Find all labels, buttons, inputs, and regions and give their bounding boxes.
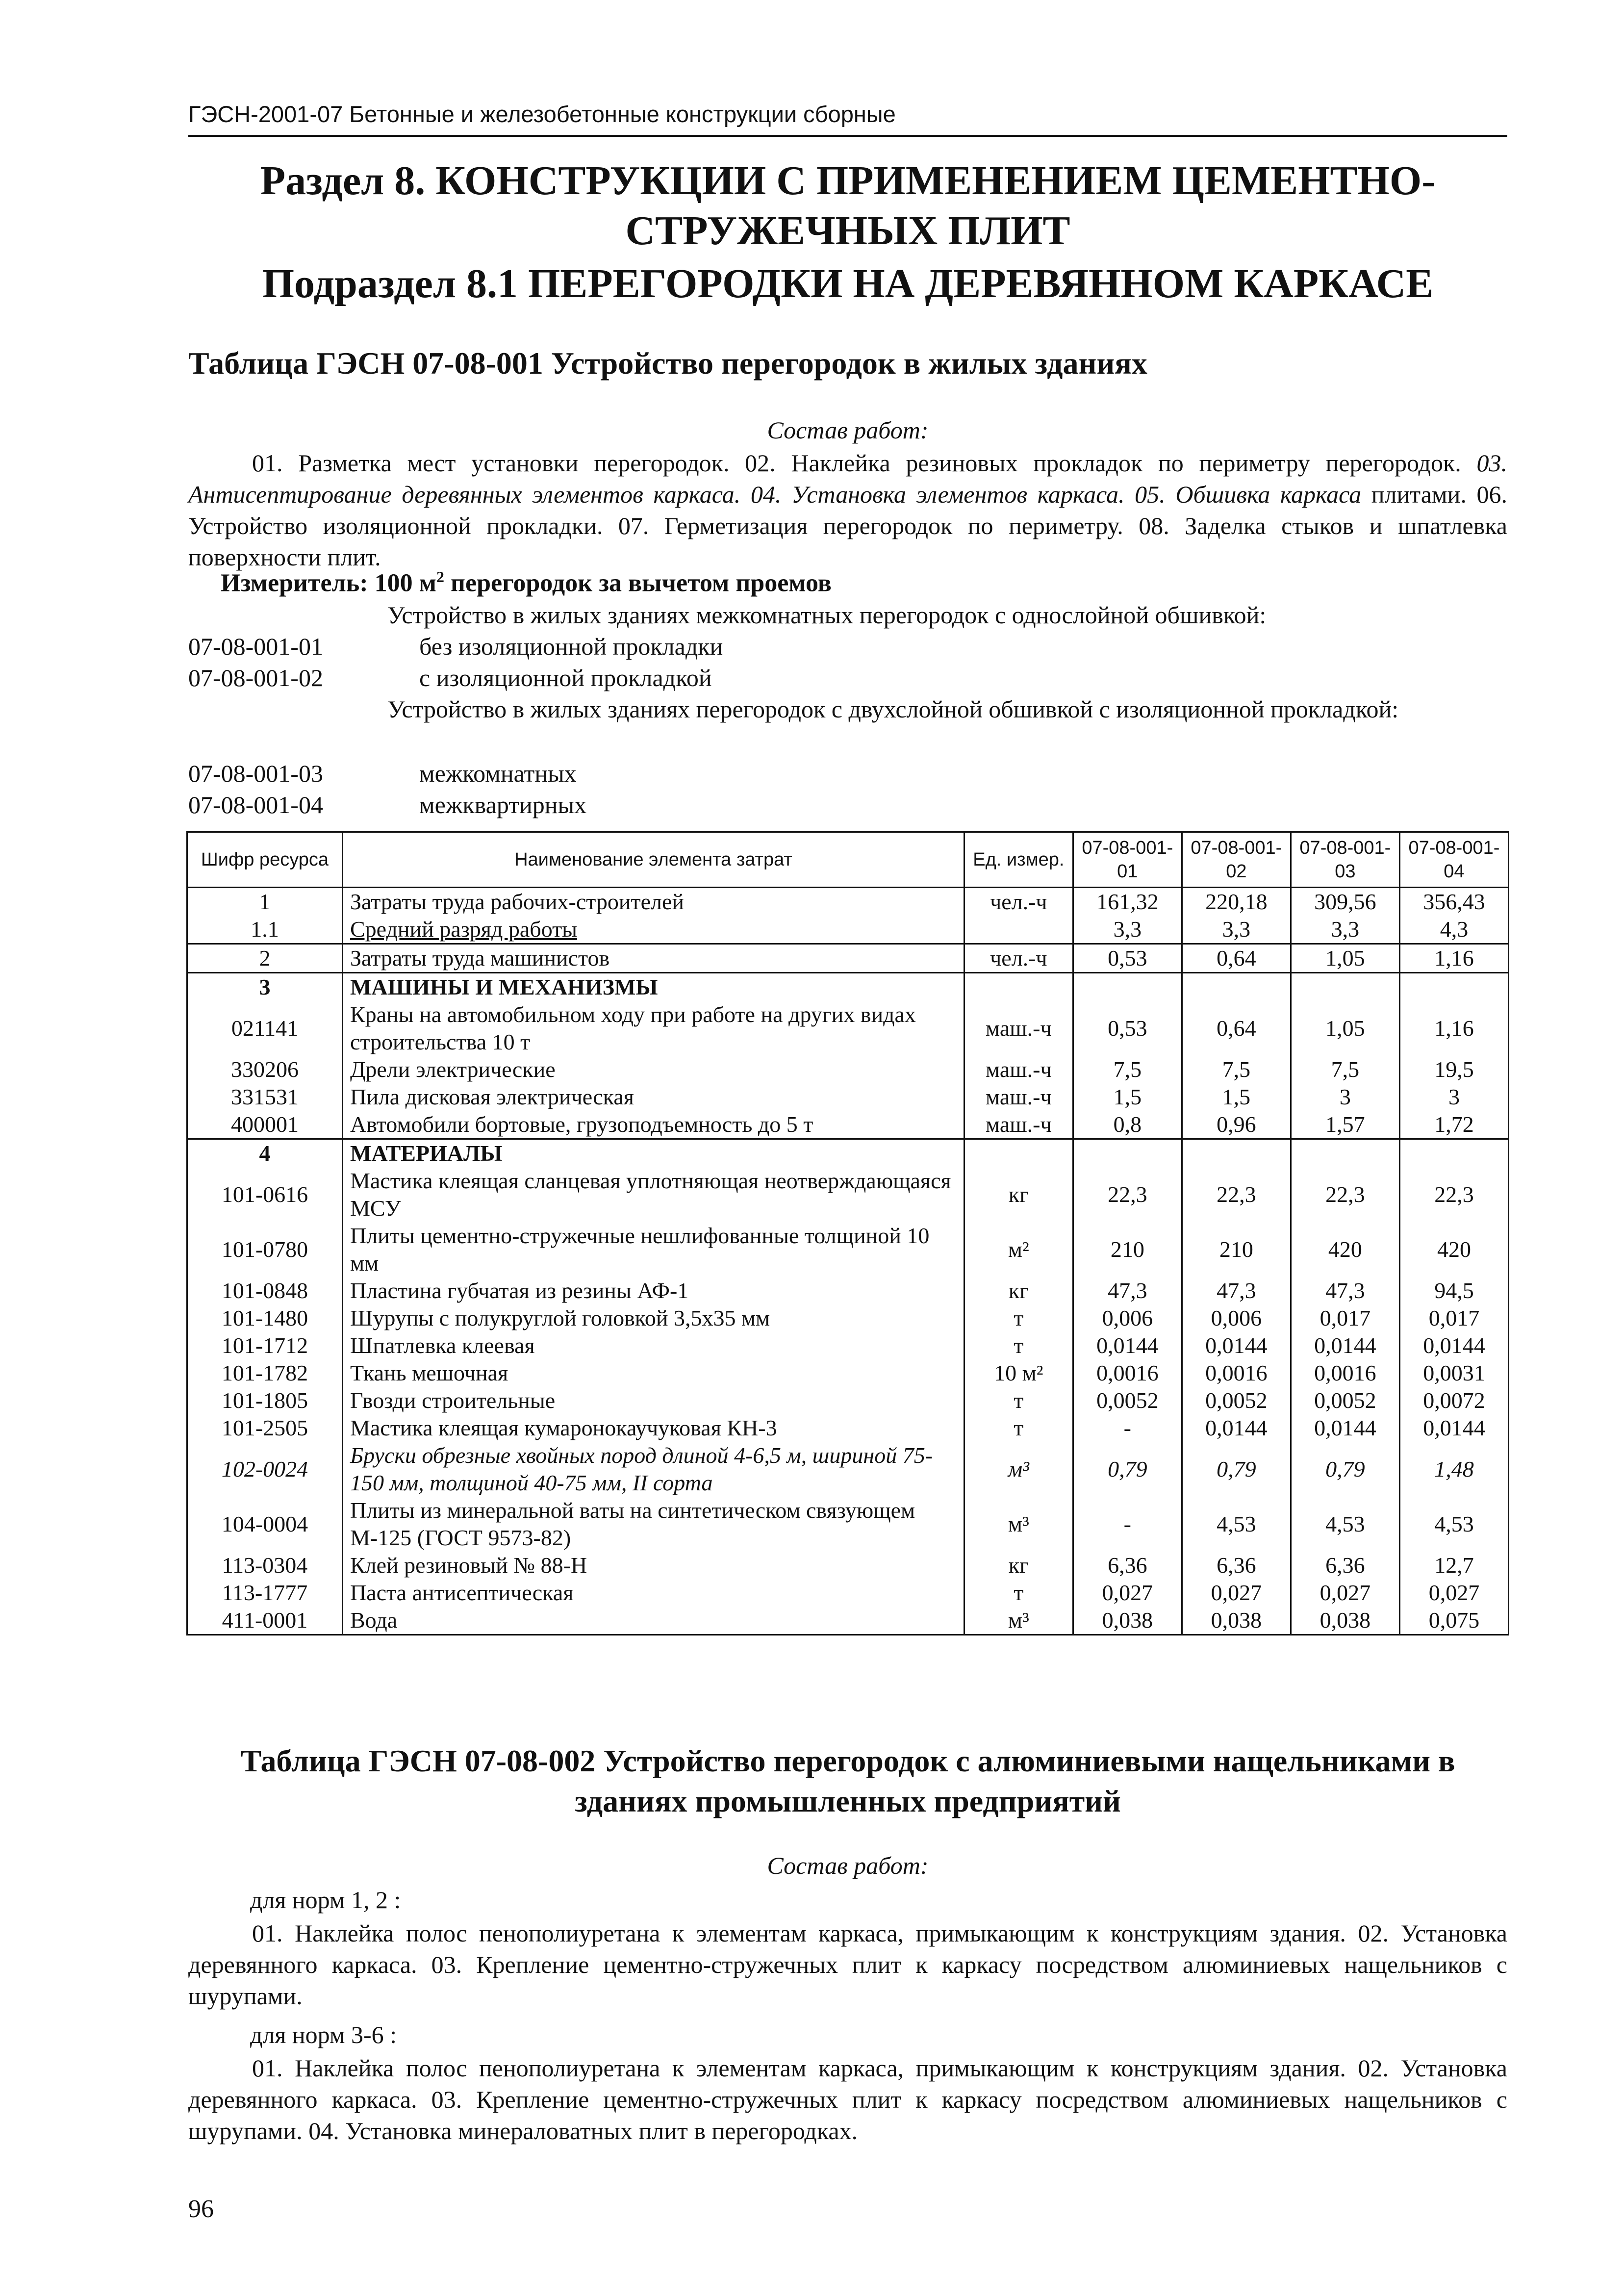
cell-resource-code: 4 xyxy=(187,1139,343,1168)
cell-unit: 10 м² xyxy=(964,1359,1073,1387)
composition-part-a: 01. Разметка мест установки перегородок. 02. Наклейка резиновых прокладок по периметру перегородок. xyxy=(252,449,1461,477)
cell-value-norm-1 xyxy=(1073,973,1182,1001)
cell-resource-code: 101-1805 xyxy=(187,1387,343,1414)
cell-resource-name: Средний разряд работы xyxy=(342,916,964,944)
cell-unit: маш.-ч xyxy=(964,1083,1073,1111)
measure-suffix: перегородок за вычетом проемов xyxy=(444,569,832,597)
cell-value-norm-4: 0,017 xyxy=(1399,1304,1508,1332)
cell-unit: чел.-ч xyxy=(964,944,1073,973)
cell-value-norm-2: 6,36 xyxy=(1182,1552,1291,1579)
cell-value-norm-3: 6,36 xyxy=(1291,1552,1399,1579)
cell-value-norm-1: 6,36 xyxy=(1073,1552,1182,1579)
cell-resource-code: 021141 xyxy=(187,1001,343,1056)
cell-value-norm-3: 0,0144 xyxy=(1291,1414,1399,1442)
measure-value: 100 м xyxy=(374,569,437,597)
cell-value-norm-1: - xyxy=(1073,1414,1182,1442)
table-row xyxy=(187,1359,1509,1387)
table-2-title xyxy=(188,1741,1507,1821)
cell-unit: м³ xyxy=(964,1497,1073,1552)
cell-resource-name: Ткань мешочная xyxy=(342,1359,964,1387)
table-header-row xyxy=(187,832,1509,888)
cell-value-norm-4: 0,0031 xyxy=(1399,1359,1508,1387)
cell-value-norm-1 xyxy=(1073,1139,1182,1168)
cell-value-norm-4: 4,3 xyxy=(1399,916,1508,944)
running-header: ГЭСН-2001-07 Бетонные и железобетонные конструкции сборные xyxy=(188,101,896,127)
cell-value-norm-4: 1,72 xyxy=(1399,1111,1508,1139)
cell-value-norm-1: 0,79 xyxy=(1073,1442,1182,1497)
norm-group-1: Устройство в жилых зданиях межкомнатных перегородок с однослойной обшивкой: xyxy=(387,601,1267,629)
cell-resource-code: 1 xyxy=(187,888,343,916)
table-row xyxy=(187,1552,1509,1579)
cell-value-norm-4: 0,0144 xyxy=(1399,1332,1508,1359)
cell-resource-name: Плиты цементно-стружечные нешлифованные толщиной 10 мм xyxy=(342,1222,964,1277)
cell-value-norm-3: 1,05 xyxy=(1291,1001,1399,1056)
cell-value-norm-4: 1,16 xyxy=(1399,1001,1508,1056)
cell-value-norm-3 xyxy=(1291,1139,1399,1168)
col-header-norm-2: 07-08-001-02 xyxy=(1182,832,1291,888)
cell-value-norm-4: 356,43 xyxy=(1399,888,1508,916)
measure-line xyxy=(221,568,832,597)
norm-text-3: межкомнатных xyxy=(419,760,577,787)
cell-unit: т xyxy=(964,1332,1073,1359)
cell-resource-name: Вода xyxy=(342,1607,964,1635)
cell-value-norm-2: 0,0016 xyxy=(1182,1359,1291,1387)
cell-value-norm-2 xyxy=(1182,1139,1291,1168)
cell-unit: т xyxy=(964,1304,1073,1332)
col-header-norm-4: 07-08-001-04 xyxy=(1399,832,1508,888)
cell-value-norm-1: 0,038 xyxy=(1073,1607,1182,1635)
table-2-composition-label: Состав работ: xyxy=(767,1852,929,1879)
page-number: 96 xyxy=(188,2195,214,2223)
cell-value-norm-3: 420 xyxy=(1291,1222,1399,1277)
table-row xyxy=(187,1579,1509,1607)
cell-value-norm-1: 161,32 xyxy=(1073,888,1182,916)
cell-unit: т xyxy=(964,1387,1073,1414)
cell-resource-code: 101-1782 xyxy=(187,1359,343,1387)
cell-value-norm-1: 0,53 xyxy=(1073,1001,1182,1056)
cell-value-norm-2: 0,0052 xyxy=(1182,1387,1291,1414)
cell-value-norm-3: 3,3 xyxy=(1291,916,1399,944)
col-header-norm-1: 07-08-001-01 xyxy=(1073,832,1182,888)
cell-value-norm-1: 0,0144 xyxy=(1073,1332,1182,1359)
table-2-title-line-2: зданиях промышленных предприятий xyxy=(575,1784,1121,1818)
subsection-title: Подраздел 8.1 ПЕРЕГОРОДКИ НА ДЕРЕВЯННОМ КАРКАСЕ xyxy=(262,261,1434,307)
header-rule xyxy=(188,135,1507,137)
table-row xyxy=(187,1139,1509,1168)
cell-resource-code: 1.1 xyxy=(187,916,343,944)
table-1-composition-label: Состав работ: xyxy=(767,416,929,444)
cell-value-norm-4: 0,0072 xyxy=(1399,1387,1508,1414)
cell-resource-name: Автомобили бортовые, грузоподъемность до 5 т xyxy=(342,1111,964,1139)
cell-resource-code: 400001 xyxy=(187,1111,343,1139)
cell-value-norm-3: 0,0052 xyxy=(1291,1387,1399,1414)
norm-code-3: 07-08-001-03 xyxy=(188,760,323,787)
cell-resource-name: Мастика клеящая кумаронокаучуковая КН-3 xyxy=(342,1414,964,1442)
cell-resource-code: 330206 xyxy=(187,1056,343,1083)
cell-unit: кг xyxy=(964,1552,1073,1579)
cell-unit: маш.-ч xyxy=(964,1001,1073,1056)
cell-unit xyxy=(964,973,1073,1001)
table-row xyxy=(187,944,1509,973)
cell-resource-name: Плиты из минеральной ваты на синтетическом связующем М-125 (ГОСТ 9573-82) xyxy=(342,1497,964,1552)
cell-value-norm-2: 220,18 xyxy=(1182,888,1291,916)
cell-value-norm-1: 0,0052 xyxy=(1073,1387,1182,1414)
measure-prefix: Измеритель: xyxy=(221,569,368,597)
cell-value-norm-3 xyxy=(1291,973,1399,1001)
cell-resource-name: Мастика клеящая сланцевая уплотняющая неотверждающаяся МСУ xyxy=(342,1167,964,1222)
cell-value-norm-1: 0,006 xyxy=(1073,1304,1182,1332)
cell-resource-code: 101-2505 xyxy=(187,1414,343,1442)
norm-text-2: с изоляционной прокладкой xyxy=(419,664,712,691)
table-row xyxy=(187,1167,1509,1222)
cell-unit: м² xyxy=(964,1222,1073,1277)
cell-value-norm-4: 19,5 xyxy=(1399,1056,1508,1083)
cell-resource-code: 104-0004 xyxy=(187,1497,343,1552)
cell-resource-code: 101-1480 xyxy=(187,1304,343,1332)
table-row xyxy=(187,1497,1509,1552)
table-2-title-line-1: Таблица ГЭСН 07-08-002 Устройство перегородок с алюминиевыми нащельниками в xyxy=(240,1743,1455,1778)
table-row xyxy=(187,973,1509,1001)
table-1-composition xyxy=(188,447,1507,573)
cell-resource-name: Гвозди строительные xyxy=(342,1387,964,1414)
composition-part-b: 03. Антисептирование деревянных элементов каркаса. 04. Установка элементов каркаса. 05. Обшивка каркаса xyxy=(188,449,1508,508)
cell-resource-code: 101-0616 xyxy=(187,1167,343,1222)
cell-value-norm-2: 22,3 xyxy=(1182,1167,1291,1222)
table-row xyxy=(187,1277,1509,1304)
cell-value-norm-4 xyxy=(1399,1139,1508,1168)
cell-value-norm-2: 0,038 xyxy=(1182,1607,1291,1635)
cell-value-norm-1: - xyxy=(1073,1497,1182,1552)
cell-resource-name: Шурупы с полукруглой головкой 3,5х35 мм xyxy=(342,1304,964,1332)
cell-value-norm-3: 0,79 xyxy=(1291,1442,1399,1497)
col-header-name: Наименование элемента затрат xyxy=(342,832,964,888)
cell-resource-code: 102-0024 xyxy=(187,1442,343,1497)
cell-resource-code: 113-0304 xyxy=(187,1552,343,1579)
cell-value-norm-4 xyxy=(1399,973,1508,1001)
norm-code-4: 07-08-001-04 xyxy=(188,791,323,818)
table-row xyxy=(187,1111,1509,1139)
table-row xyxy=(187,1056,1509,1083)
cell-resource-code: 2 xyxy=(187,944,343,973)
cell-value-norm-1: 0,53 xyxy=(1073,944,1182,973)
composition-part-c: плитами. 06. Устройство изоляционной прокладки. 07. Герметизация перегородок по периметру. 08. Заделка стыков и шпатлевка поверхности плит. xyxy=(188,481,1508,571)
cell-value-norm-4: 1,48 xyxy=(1399,1442,1508,1497)
cell-unit: чел.-ч xyxy=(964,888,1073,916)
cell-unit xyxy=(964,1139,1073,1168)
cell-value-norm-1: 47,3 xyxy=(1073,1277,1182,1304)
cell-value-norm-2: 0,006 xyxy=(1182,1304,1291,1332)
cell-unit: маш.-ч xyxy=(964,1111,1073,1139)
cell-value-norm-3: 7,5 xyxy=(1291,1056,1399,1083)
cell-value-norm-2: 0,96 xyxy=(1182,1111,1291,1139)
cell-resource-name: МАШИНЫ И МЕХАНИЗМЫ xyxy=(342,973,964,1001)
cell-value-norm-1: 22,3 xyxy=(1073,1167,1182,1222)
cell-value-norm-3: 309,56 xyxy=(1291,888,1399,916)
cell-resource-name: Пила дисковая электрическая xyxy=(342,1083,964,1111)
cell-resource-name: Бруски обрезные хвойных пород длиной 4-6,5 м, шириной 75-150 мм, толщиной 40-75 мм, II сорта xyxy=(342,1442,964,1497)
cell-value-norm-3: 0,027 xyxy=(1291,1579,1399,1607)
table-row xyxy=(187,888,1509,916)
table-2-composition-1: 01. Наклейка полос пенополиуретана к элементам каркаса, примыкающим к конструкциям здания. 02. Установка деревянного каркаса. 03. Крепление цементно-стружечных плит к каркасу посредством алюминиевых нащельников с шурупами. xyxy=(188,1919,1507,2010)
table-row xyxy=(187,916,1509,944)
cell-value-norm-4: 0,0144 xyxy=(1399,1414,1508,1442)
for-norms-3-6: для норм 3-6 : xyxy=(250,2021,397,2048)
col-header-code: Шифр ресурса xyxy=(187,832,343,888)
cell-value-norm-1: 0,0016 xyxy=(1073,1359,1182,1387)
section-title-line-1: Раздел 8. КОНСТРУКЦИИ С ПРИМЕНЕНИЕМ ЦЕМЕНТНО- xyxy=(260,158,1436,204)
cell-value-norm-2: 0,64 xyxy=(1182,944,1291,973)
col-header-unit: Ед. измер. xyxy=(964,832,1073,888)
cell-resource-name: Пластина губчатая из резины АФ-1 xyxy=(342,1277,964,1304)
cell-value-norm-2: 4,53 xyxy=(1182,1497,1291,1552)
resource-table xyxy=(186,831,1509,1635)
cell-resource-code: 101-1712 xyxy=(187,1332,343,1359)
norm-code-1: 07-08-001-01 xyxy=(188,633,323,660)
cell-value-norm-4: 22,3 xyxy=(1399,1167,1508,1222)
table-row xyxy=(187,1304,1509,1332)
table-row xyxy=(187,1607,1509,1635)
cell-unit: т xyxy=(964,1579,1073,1607)
norm-text-4: межквартирных xyxy=(419,791,587,818)
table-row xyxy=(187,1442,1509,1497)
section-title xyxy=(188,156,1507,256)
cell-value-norm-2: 0,79 xyxy=(1182,1442,1291,1497)
cell-resource-name: Затраты труда машинистов xyxy=(342,944,964,973)
cell-value-norm-4: 0,075 xyxy=(1399,1607,1508,1635)
cell-value-norm-2: 7,5 xyxy=(1182,1056,1291,1083)
cell-resource-name: МАТЕРИАЛЫ xyxy=(342,1139,964,1168)
for-norms-1-2: для норм 1, 2 : xyxy=(250,1886,401,1914)
cell-resource-code: 3 xyxy=(187,973,343,1001)
cell-resource-code: 101-0848 xyxy=(187,1277,343,1304)
table-1-title: Таблица ГЭСН 07-08-001 Устройство перегородок в жилых зданиях xyxy=(188,346,1147,381)
cell-resource-name: Шпатлевка клеевая xyxy=(342,1332,964,1359)
table-row xyxy=(187,1332,1509,1359)
table-body xyxy=(187,888,1509,1635)
cell-value-norm-4: 3 xyxy=(1399,1083,1508,1111)
cell-unit: м³ xyxy=(964,1442,1073,1497)
cell-value-norm-2: 0,0144 xyxy=(1182,1414,1291,1442)
cell-unit: кг xyxy=(964,1167,1073,1222)
cell-value-norm-2: 1,5 xyxy=(1182,1083,1291,1111)
table-2-composition-2: 01. Наклейка полос пенополиуретана к элементам каркаса, примыкающим к конструкциям здания. 02. Установка деревянного каркаса. 03. Крепление цементно-стружечных плит к каркасу посредством алюминиевых нащельников с шурупами. 04. Установка минераловатных плит в перегородках. xyxy=(188,2054,1507,2145)
norm-group-2: Устройство в жилых зданиях перегородок с двухслойной обшивкой с изоляционной прокладкой: xyxy=(387,695,1399,723)
cell-value-norm-3: 0,0016 xyxy=(1291,1359,1399,1387)
cell-value-norm-4: 94,5 xyxy=(1399,1277,1508,1304)
cell-value-norm-3: 22,3 xyxy=(1291,1167,1399,1222)
cell-value-norm-4: 4,53 xyxy=(1399,1497,1508,1552)
cell-value-norm-4: 1,16 xyxy=(1399,944,1508,973)
cell-value-norm-4: 420 xyxy=(1399,1222,1508,1277)
cell-unit: маш.-ч xyxy=(964,1056,1073,1083)
cell-value-norm-3: 47,3 xyxy=(1291,1277,1399,1304)
cell-value-norm-2: 0,0144 xyxy=(1182,1332,1291,1359)
cell-unit: м³ xyxy=(964,1607,1073,1635)
norm-code-2: 07-08-001-02 xyxy=(188,664,323,691)
cell-resource-code: 113-1777 xyxy=(187,1579,343,1607)
cell-unit xyxy=(964,916,1073,944)
cell-resource-name: Краны на автомобильном ходу при работе на других видах строительства 10 т xyxy=(342,1001,964,1056)
cell-value-norm-2: 47,3 xyxy=(1182,1277,1291,1304)
cell-value-norm-3: 1,05 xyxy=(1291,944,1399,973)
cell-resource-name: Клей резиновый № 88-Н xyxy=(342,1552,964,1579)
cell-value-norm-3: 4,53 xyxy=(1291,1497,1399,1552)
cell-resource-name: Паста антисептическая xyxy=(342,1579,964,1607)
cell-value-norm-4: 0,027 xyxy=(1399,1579,1508,1607)
cell-value-norm-3: 0,017 xyxy=(1291,1304,1399,1332)
section-title-line-2: СТРУЖЕЧНЫХ ПЛИТ xyxy=(625,208,1070,254)
measure-sup: 2 xyxy=(436,568,445,586)
cell-value-norm-3: 3 xyxy=(1291,1083,1399,1111)
norm-text-1: без изоляционной прокладки xyxy=(419,633,723,660)
cell-value-norm-2: 0,027 xyxy=(1182,1579,1291,1607)
cell-resource-name: Затраты труда рабочих-строителей xyxy=(342,888,964,916)
cell-value-norm-1: 3,3 xyxy=(1073,916,1182,944)
cell-resource-code: 101-0780 xyxy=(187,1222,343,1277)
cell-value-norm-3: 0,038 xyxy=(1291,1607,1399,1635)
cell-resource-code: 411-0001 xyxy=(187,1607,343,1635)
cell-value-norm-1: 0,027 xyxy=(1073,1579,1182,1607)
cell-unit: т xyxy=(964,1414,1073,1442)
cell-value-norm-1: 0,8 xyxy=(1073,1111,1182,1139)
table-row xyxy=(187,1001,1509,1056)
cell-value-norm-2: 0,64 xyxy=(1182,1001,1291,1056)
cell-resource-name: Дрели электрические xyxy=(342,1056,964,1083)
cell-value-norm-2: 210 xyxy=(1182,1222,1291,1277)
table-row xyxy=(187,1222,1509,1277)
cell-value-norm-2: 3,3 xyxy=(1182,916,1291,944)
cell-value-norm-4: 12,7 xyxy=(1399,1552,1508,1579)
table-row xyxy=(187,1083,1509,1111)
cell-value-norm-3: 0,0144 xyxy=(1291,1332,1399,1359)
table-row xyxy=(187,1387,1509,1414)
cell-unit: кг xyxy=(964,1277,1073,1304)
cell-value-norm-1: 1,5 xyxy=(1073,1083,1182,1111)
cell-value-norm-1: 210 xyxy=(1073,1222,1182,1277)
cell-value-norm-1: 7,5 xyxy=(1073,1056,1182,1083)
cell-value-norm-2 xyxy=(1182,973,1291,1001)
table-row xyxy=(187,1414,1509,1442)
col-header-norm-3: 07-08-001-03 xyxy=(1291,832,1399,888)
cell-value-norm-3: 1,57 xyxy=(1291,1111,1399,1139)
cell-resource-code: 331531 xyxy=(187,1083,343,1111)
